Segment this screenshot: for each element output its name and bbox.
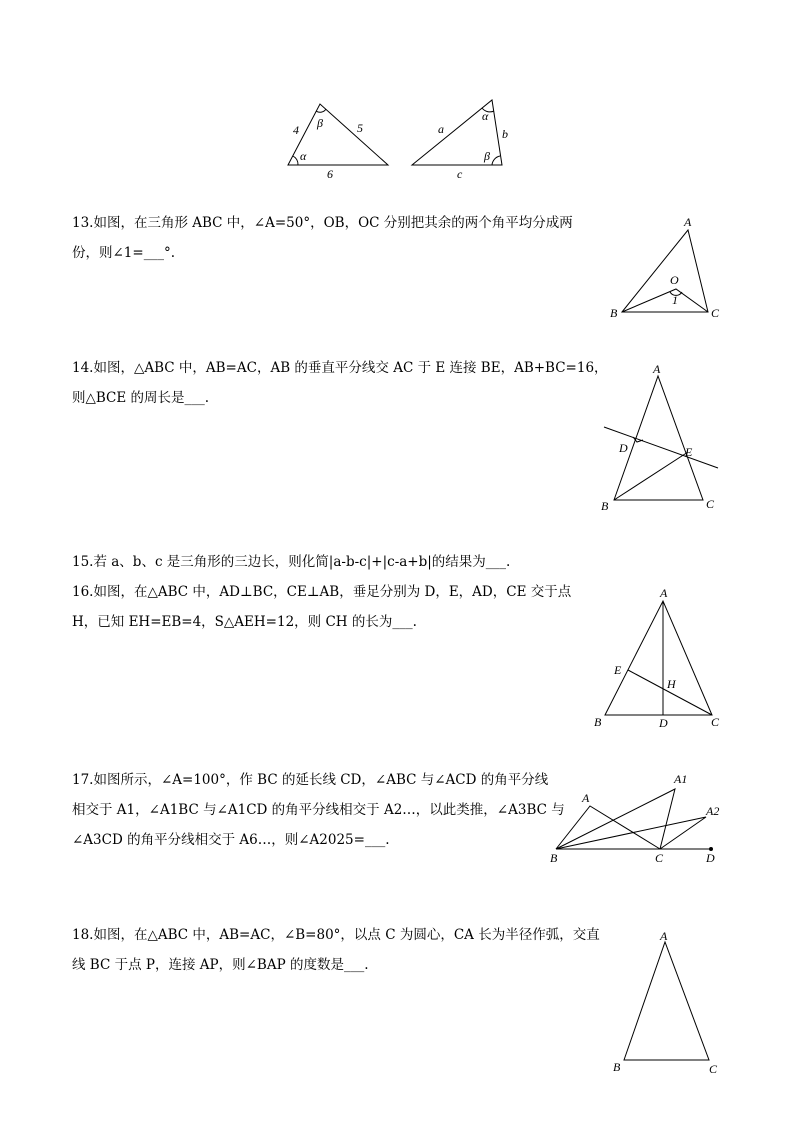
question-17-line-3: ∠A3CD 的角平分线相交于 A6…，则∠A2025=___. — [72, 832, 390, 848]
q16-label-E: E — [614, 663, 622, 677]
q17-label-A1: A1 — [674, 772, 688, 786]
question-13-line-1: 13.如图，在三角形 ABC 中，∠A=50°，OB，OC 分别把其余的两个角平均分成两 — [72, 215, 573, 231]
top-left-side-6: 6 — [327, 167, 333, 181]
top-right-side-a: a — [438, 122, 444, 136]
q17-label-D: D — [706, 851, 715, 865]
top-right-alpha: α — [482, 109, 489, 123]
question-15-line-1: 15.若 a、b、c 是三角形的三边长，则化简|a-b-c|+|c-a+b|的结果为___. — [72, 554, 511, 570]
question-18-line-1: 18.如图，在△ABC 中，AB=AC，∠B=80°，以点 C 为圆心，CA 长为半径作弧，交直 — [72, 927, 600, 943]
top-right-beta: β — [484, 149, 490, 163]
q16-label-C: C — [711, 715, 720, 729]
q16-label-B: B — [594, 715, 602, 729]
q18-triangle — [624, 942, 709, 1060]
q13-label-A: A — [684, 215, 692, 229]
q16-label-D: D — [659, 716, 668, 730]
q18-label-A: A — [660, 929, 668, 943]
question-16-line-1: 16.如图，在△ABC 中，AD⊥BC，CE⊥AB，垂足分别为 D，E，AD，CE 交于点 — [72, 584, 572, 600]
q18-label-C: C — [709, 1062, 718, 1076]
question-13-line-2: 份，则∠1=___°. — [72, 245, 176, 261]
q16-label-H: H — [667, 677, 676, 691]
question-18-line-2: 线 BC 于点 P，连接 AP，则∠BAP 的度数是___. — [72, 957, 369, 973]
q14-label-B: B — [601, 499, 609, 513]
q17-label-B: B — [550, 851, 558, 865]
top-left-side-5: 5 — [357, 121, 363, 135]
q13-label-1: 1 — [672, 293, 678, 307]
q16-label-A: A — [660, 586, 668, 600]
q18-label-B: B — [613, 1060, 621, 1074]
q13-label-C: C — [711, 306, 720, 320]
top-left-alpha: α — [300, 149, 307, 163]
top-left-beta: β — [317, 116, 323, 130]
q14-label-C: C — [706, 497, 715, 511]
q14-label-E: E — [685, 445, 693, 459]
q14-label-A: A — [653, 362, 661, 376]
question-16-line-2: H，已知 EH=EB=4，S△AEH=12，则 CH 的长为___. — [72, 614, 417, 630]
question-17-line-1: 17.如图所示，∠A=100°，作 BC 的延长线 CD，∠ABC 与∠ACD 的角平分线 — [72, 772, 549, 788]
q17-label-C: C — [655, 851, 664, 865]
q13-label-B: B — [610, 306, 618, 320]
top-left-side-4: 4 — [293, 123, 299, 137]
question-17-line-2: 相交于 A1，∠A1BC 与∠A1CD 的角平分线相交于 A2…，以此类推，∠A3BC 与 — [72, 802, 565, 818]
q17-label-A: A — [582, 791, 590, 805]
question-14-line-2: 则△BCE 的周长是___. — [72, 390, 210, 406]
top-right-side-c: c — [457, 167, 463, 181]
top-right-side-b: b — [502, 127, 508, 141]
q14-label-D: D — [619, 441, 628, 455]
question-14-line-1: 14.如图，△ABC 中，AB=AC，AB 的垂直平分线交 AC 于 E 连接 BE，AB+BC=16， — [72, 360, 608, 376]
q13-label-O: O — [670, 273, 679, 287]
q17-label-A2: A2 — [706, 804, 720, 818]
